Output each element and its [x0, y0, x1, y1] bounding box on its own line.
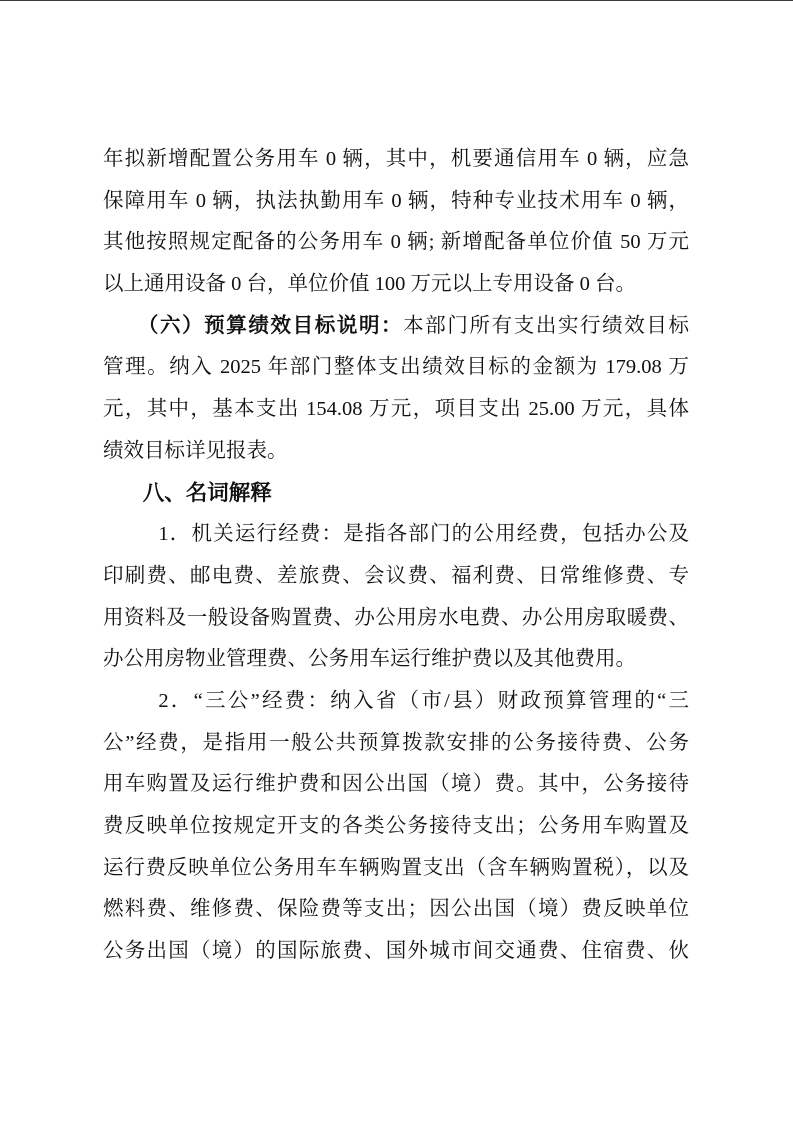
paragraph: [103, 306, 689, 473]
text-line: [103, 347, 689, 389]
text-run: 以上通用设备 0 台，单位价值 100 万元以上专用设备 0 台。: [103, 273, 636, 296]
text-run: 管理。纳入 2025 年部门整体支出绩效目标的金额为 179.08 万: [103, 356, 689, 379]
bold-text-run: 八、名词解释: [142, 480, 272, 505]
text-line: [103, 598, 689, 640]
text-line: [103, 723, 689, 765]
paragraph: [103, 514, 689, 681]
text-line: [103, 514, 689, 556]
text-line: [103, 931, 689, 973]
text-line: [103, 431, 689, 473]
text-run: 绩效目标详见报表。: [103, 439, 288, 462]
text-run: 印刷费、邮电费、差旅费、会议费、福利费、日常维修费、专: [103, 564, 689, 587]
page-top-edge: [0, 0, 793, 1]
text-run: 其他按照规定配备的公务用车 0 辆; 新增配备单位价值 50 万元: [103, 231, 689, 254]
text-line: [103, 389, 689, 431]
paragraph: [103, 681, 689, 973]
text-line: [103, 848, 689, 890]
text-line: [103, 889, 689, 931]
text-line: [103, 806, 689, 848]
text-run: 年拟新增配置公务用车 0 辆，其中，机要通信用车 0 辆，应急: [103, 148, 689, 170]
text-run: 用车购置及运行维护费和因公出国（境）费。其中，公务接待: [103, 773, 689, 796]
text-run: 本部门所有支出实行绩效目标: [403, 314, 689, 337]
text-line: [103, 681, 689, 723]
bold-text-run: （六）预算绩效目标说明：: [137, 314, 404, 337]
text-line: [103, 764, 689, 806]
text-line: [103, 222, 689, 264]
text-run: 公”经费，是指用一般公共预算拨款安排的公务接待费、公务: [103, 731, 689, 754]
text-line: [103, 139, 689, 181]
text-run: 运行费反映单位公务用车车辆购置支出（含车辆购置税），以及: [103, 856, 689, 879]
text-run: 1．机关运行经费：是指各部门的公用经费，包括办公及: [158, 523, 689, 546]
document-body: [103, 139, 689, 973]
text-run: 公务出国（境）的国际旅费、国外城市间交通费、住宿费、伙: [103, 940, 689, 963]
text-run: 保障用车 0 辆，执法执勤用车 0 辆，特种专业技术用车 0 辆，: [103, 189, 689, 212]
text-line: [103, 264, 689, 306]
text-run: 2．“三公”经费：纳入省（市/县）财政预算管理的“三: [158, 689, 689, 712]
paragraph: [103, 139, 689, 306]
text-run: 费反映单位按规定开支的各类公务接待支出；公务用车购置及: [103, 815, 689, 837]
text-run: 燃料费、维修费、保险费等支出；因公出国（境）费反映单位: [103, 898, 689, 921]
text-line: [103, 473, 689, 515]
text-run: 用资料及一般设备购置费、办公用房水电费、办公用房取暖费、: [103, 606, 689, 629]
section-heading: [103, 473, 689, 515]
text-line: [103, 181, 689, 223]
text-line: [103, 556, 689, 598]
text-run: 元，其中，基本支出 154.08 万元，项目支出 25.00 万元，具体: [103, 398, 689, 421]
text-line: [103, 639, 689, 681]
text-run: 办公用房物业管理费、公务用车运行维护费以及其他费用。: [103, 648, 636, 671]
text-line: [103, 306, 689, 348]
